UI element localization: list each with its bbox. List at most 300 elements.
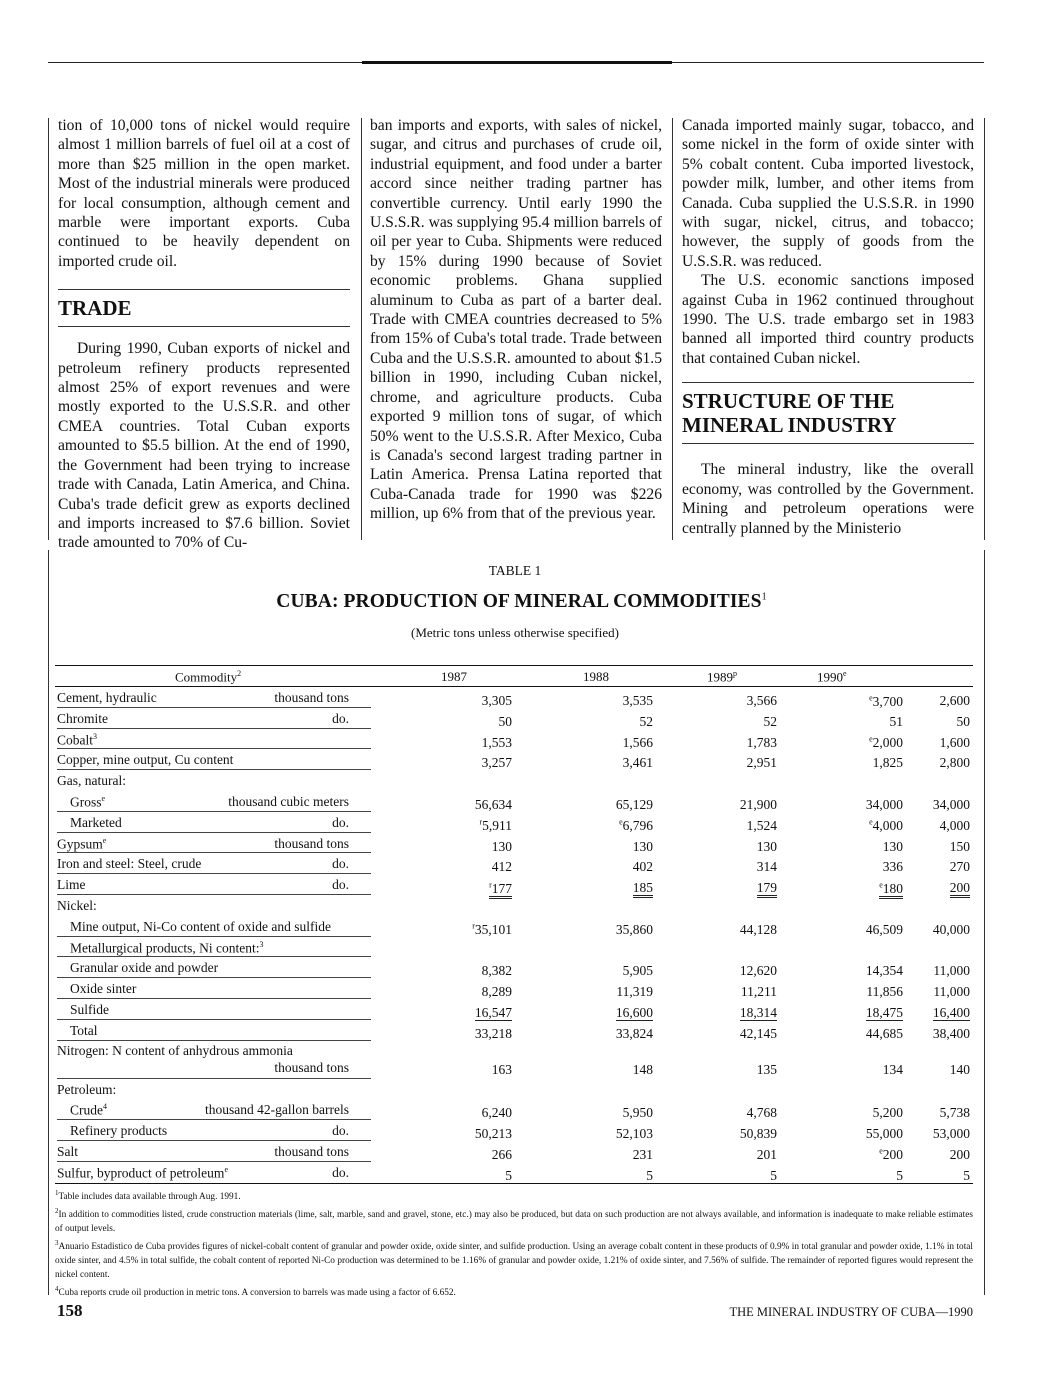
value-text	[619, 818, 653, 833]
value-number: 134	[882, 1061, 903, 1077]
value-text	[757, 839, 777, 854]
value-cell	[880, 1126, 970, 1142]
value-text	[933, 1126, 970, 1141]
value-text	[950, 1147, 970, 1162]
value-number: 5	[896, 1167, 903, 1183]
value-number: 51	[889, 713, 903, 729]
commodity-name-text: Metallurgical products, Ni content:	[70, 940, 260, 956]
value-text	[933, 1005, 970, 1021]
value-number: 38,400	[932, 1025, 970, 1041]
value-cell	[687, 735, 777, 751]
value-number: 50,213	[474, 1126, 512, 1142]
footnote-ref: e	[101, 793, 106, 803]
value-number: 11,000	[933, 963, 970, 979]
value-cell	[563, 797, 653, 813]
value-number: 3,700	[872, 693, 903, 709]
commodity-name	[70, 1002, 109, 1018]
column-rule-left	[48, 118, 49, 540]
table-row	[55, 853, 973, 874]
value-text	[646, 1168, 653, 1183]
value-number: 33,218	[474, 1025, 512, 1041]
footnote-mark: 3	[55, 1239, 59, 1248]
value-text	[740, 1126, 777, 1141]
value-cell	[563, 984, 653, 1000]
table-row	[55, 729, 973, 750]
value-cell	[422, 755, 512, 771]
value-text	[933, 1026, 970, 1041]
value-number: 18,475	[865, 1004, 903, 1020]
commodity-name	[57, 690, 157, 706]
value-number: 130	[756, 838, 777, 854]
value-text	[747, 755, 777, 770]
value-number: 5	[646, 1167, 653, 1183]
value-text	[505, 1168, 512, 1183]
value-number: 3,566	[746, 693, 777, 708]
table-row	[55, 1120, 973, 1141]
value-text	[472, 922, 512, 937]
unit-label: thousand tons	[274, 835, 349, 851]
commodity-name-text: Gypsum	[57, 836, 103, 852]
footnote-text: Table includes data available through Aug. 1991.	[58, 1192, 241, 1203]
commodity-name	[57, 1043, 293, 1059]
value-cell	[880, 1005, 970, 1021]
table-title-text: CUBA: PRODUCTION OF MINERAL COMMODITIES	[276, 591, 762, 612]
value-number: 130	[491, 838, 512, 854]
commodity-name-text: Sulfur, byproduct of petroleum	[57, 1165, 225, 1181]
table-frame-left	[48, 550, 49, 1295]
value-number: 11,856	[866, 984, 903, 1000]
value-text	[757, 1062, 777, 1077]
value-cell	[563, 1026, 653, 1042]
value-mark: e	[619, 817, 623, 827]
value-cell	[687, 880, 777, 896]
header-year-text: 1988	[583, 669, 609, 684]
value-number: 1,524	[746, 817, 777, 833]
value-number: 65,129	[615, 796, 653, 812]
value-number: 266	[491, 1146, 512, 1162]
value-text	[940, 693, 970, 708]
value-number: 12,620	[739, 963, 777, 979]
commodity-name	[70, 1023, 98, 1039]
year-mark: e	[843, 669, 847, 678]
value-text	[633, 1062, 653, 1077]
paragraph: The U.S. economic sanctions imposed against Cuba in 1962 continued throughout 1990. The U.S. trade embargo set in 1983 banned all imported third country products that contained Cuban nickel.	[682, 272, 974, 367]
footnote-text: Cuba reports crude oil production in metric tons. A conversion to barrels was made using a factor of 6.652.	[58, 1288, 456, 1299]
commodity-name-text: Lime	[57, 877, 86, 893]
commodity-name	[57, 1165, 228, 1182]
table-subtitle: (Metric tons unless otherwise specified)	[411, 625, 619, 640]
section-heading-structure: STRUCTURE OF THE MINERAL INDUSTRY	[682, 382, 974, 444]
value-number: 1,566	[622, 734, 653, 750]
value-cell	[880, 1168, 970, 1184]
value-number: 56,634	[474, 796, 512, 812]
running-head: THE MINERAL INDUSTRY OF CUBA—1990	[729, 1305, 973, 1319]
table-row	[55, 1141, 973, 1162]
value-cell	[880, 714, 970, 730]
footnote-ref: 4	[103, 1102, 107, 1112]
value-text	[740, 922, 777, 937]
paragraph: tion of 10,000 tons of nickel would require almost 1 million barrels of fuel oil at a cost of more than $25 million in the open market. Most of the industrial minerals were produced for local consumption, although cement and marble were important exports. Cuba continued to be heavily dependent on imported crude oil.	[58, 117, 350, 270]
commodity-name-text: Sulfide	[70, 1001, 109, 1017]
value-number: 140	[949, 1061, 970, 1077]
unit-label: thousand tons	[274, 1143, 349, 1159]
value-text	[741, 984, 777, 999]
value-cell	[422, 797, 512, 813]
value-cell	[880, 1147, 970, 1163]
value-number: 2,000	[872, 735, 903, 751]
value-text	[479, 818, 512, 833]
value-text	[633, 839, 653, 854]
value-number: 35,101	[474, 922, 512, 938]
footnote-mark: 4	[55, 1285, 59, 1294]
value-text	[933, 922, 970, 937]
value-number: 179	[756, 880, 777, 896]
value-cell	[422, 693, 512, 709]
value-number: 200	[882, 1147, 903, 1163]
unit-label: thousand tons	[274, 690, 349, 705]
value-cell	[563, 1062, 653, 1078]
value-number: 34,000	[932, 796, 970, 812]
value-number: 52	[639, 713, 653, 729]
commodity-name	[57, 856, 201, 872]
value-cell	[687, 1147, 777, 1163]
value-cell	[880, 818, 970, 834]
value-text	[633, 1147, 653, 1162]
value-cell	[687, 1105, 777, 1121]
value-text	[940, 755, 970, 770]
unit-label: do.	[332, 856, 349, 872]
value-cell	[880, 1105, 970, 1121]
commodity-name	[70, 1102, 107, 1119]
value-mark: e	[879, 880, 883, 890]
value-number: 163	[491, 1061, 512, 1077]
commodity-name-text: Salt	[57, 1143, 79, 1159]
commodity-name	[70, 981, 136, 997]
table-footnotes	[55, 1186, 973, 1300]
table-row	[55, 812, 973, 833]
table-row	[55, 1162, 973, 1183]
value-text	[747, 693, 777, 708]
table-title	[0, 591, 1043, 613]
value-mark: r	[479, 817, 483, 827]
commodity-name-text: Cement, hydraulic	[57, 690, 157, 705]
header-year-text: 1990	[817, 669, 843, 685]
header-year-text: 1989	[707, 669, 733, 685]
value-number: 5,200	[872, 1105, 903, 1121]
table-row	[55, 749, 973, 770]
table-row	[55, 874, 973, 895]
value-number: 4,000	[872, 818, 903, 834]
commodity-name-text: Gross	[70, 794, 102, 810]
value-text	[623, 735, 653, 750]
value-number: 5,905	[622, 963, 653, 979]
value-number: 130	[882, 838, 903, 854]
value-text	[499, 714, 513, 729]
table-row	[55, 978, 973, 999]
value-number: 402	[632, 859, 653, 875]
value-text	[933, 797, 970, 812]
value-text	[740, 1026, 777, 1041]
paragraph: During 1990, Cuban exports of nickel and petroleum refinery products represented almost 25% of export revenues and were mostly exported to the U.S.S.R. and other CMEA countries. Total Cuban exports amounted to $5.5 billion. At the end of 1990, the Government had been trying to increase trade with Canada, Latin America, and China. Cuba's trade deficit grew as exports declined and imports increased to $7.6 billion. Soviet trade amounted to 70% of Cu-	[58, 340, 350, 552]
commodity-name-text: Cobalt	[57, 732, 93, 748]
commodity-name-text: Crude	[70, 1102, 103, 1118]
commodity-name	[57, 732, 97, 749]
value-cell	[880, 735, 970, 751]
value-cell	[563, 714, 653, 730]
value-cell	[563, 755, 653, 771]
value-number: 148	[632, 1061, 653, 1077]
value-cell	[563, 1126, 653, 1142]
commodity-name	[57, 711, 108, 727]
footnote-text: Anuario Estadistico de Cuba provides figures of nickel-cobalt content of granular and powder oxide, oxide sinter, and sulfide production. Using an average cobalt content in these products of 0.9% in total granular and powder oxide, 1.1% in total oxide sinter, and 4.5% in total sulfide, the cobalt content of reported Ni-Co production was determined to be 1.16% of granular and powder oxide, 1.21% of oxide sinter, and 7.56% of sulfide. The remainder of reported figures would represent the nickel content.	[55, 1242, 973, 1281]
value-cell	[563, 963, 653, 979]
value-number: 5,911	[482, 818, 512, 834]
value-mark: e	[879, 1146, 883, 1156]
value-text	[482, 963, 512, 978]
value-cell	[687, 963, 777, 979]
footnote	[55, 1186, 973, 1204]
commodity-name	[70, 960, 218, 976]
commodity-name-text: Iron and steel: Steel, crude	[57, 856, 202, 872]
value-number: 52	[763, 713, 777, 729]
header-year	[707, 669, 737, 685]
table-row	[55, 957, 973, 978]
value-text	[740, 963, 777, 978]
value-text	[616, 1026, 653, 1041]
paragraph: ban imports and exports, with sales of nickel, sugar, and citrus and purchases of crude oil, industrial equipment, and food under a barter accord since neither trading partner has convertible currency. Until early 1990 the U.S.S.R. was supplying 95.4 million barrels of oil per year to Cuba. Shipments were reduced by 15% during 1990 because of Soviet economic problems. Ghana supplied aluminum to Cuba as part of a barter deal. Trade with CMEA countries decreased to 5% from 15% of Cuba's total trade. Trade between Cuba and the U.S.S.R. amounted to about $1.5 billion in 1990, including Cuban nickel, chrome, and agriculture products. Cuba exported 9 million tons of sugar, of which 50% went to the U.S.S.R. After Mexico, Cuba is Canada's second largest trading partner in Latin America. Prensa Latina reported that Cuba-Canada trade for 1990 was $226 million, up 6% from that of the previous year.	[370, 117, 662, 523]
unit-label: do.	[332, 710, 349, 726]
header-year-text: 1987	[441, 669, 467, 684]
value-cell	[687, 859, 777, 875]
value-text	[933, 984, 970, 999]
header-year	[817, 669, 847, 685]
header-commodity	[175, 669, 241, 685]
value-cell	[687, 714, 777, 730]
value-number: 46,509	[865, 921, 903, 937]
column-rule-right	[984, 118, 985, 540]
value-number: 231	[632, 1146, 653, 1162]
table-row	[55, 708, 973, 729]
value-text	[623, 693, 653, 708]
value-cell	[422, 714, 512, 730]
value-number: 21,900	[739, 796, 777, 812]
table-row	[55, 1099, 973, 1120]
value-mark: e	[869, 734, 873, 744]
value-text	[492, 839, 512, 854]
value-text	[482, 755, 512, 770]
value-number: 11,000	[933, 984, 970, 1000]
value-number: 42,145	[739, 1025, 777, 1041]
value-cell	[880, 693, 970, 709]
value-number: 3,461	[622, 755, 653, 771]
footnote-ref: 1	[761, 591, 767, 603]
value-number: 6,240	[481, 1105, 512, 1121]
value-number: 412	[491, 859, 512, 875]
value-number: 201	[756, 1146, 777, 1162]
footnote-mark: 1	[55, 1189, 59, 1197]
value-text	[616, 797, 653, 812]
value-text	[757, 1147, 777, 1162]
value-number: 16,600	[615, 1004, 653, 1020]
column-rule-1	[361, 118, 362, 540]
value-text	[747, 818, 777, 833]
value-number: 200	[949, 1146, 970, 1162]
table-label: TABLE 1	[488, 563, 542, 578]
value-text	[475, 1126, 512, 1141]
footnote-mark: 2	[55, 1207, 59, 1216]
value-text	[740, 1005, 777, 1021]
value-number: 150	[949, 838, 970, 854]
value-cell	[422, 735, 512, 751]
table-header	[55, 665, 973, 687]
value-text	[482, 984, 512, 999]
unit-label: thousand cubic meters	[228, 793, 349, 809]
commodity-name-text: Copper, mine output, Cu content	[57, 752, 234, 768]
text-column-3	[682, 116, 974, 538]
value-cell	[563, 839, 653, 855]
value-cell	[687, 1126, 777, 1142]
footnote-ref: e	[224, 1164, 228, 1174]
value-cell	[687, 1168, 777, 1184]
value-number: 5	[963, 1167, 970, 1183]
value-text	[475, 797, 512, 812]
commodity-name	[57, 752, 233, 768]
value-mark: r	[489, 880, 492, 890]
commodity-name	[70, 940, 263, 957]
value-cell	[687, 818, 777, 834]
value-text	[623, 963, 653, 978]
commodity-name	[57, 1082, 116, 1098]
footnote	[55, 1282, 973, 1300]
value-cell	[687, 1026, 777, 1042]
value-number: 4,000	[939, 817, 970, 833]
value-cell	[687, 984, 777, 1000]
value-text	[492, 1147, 512, 1162]
value-text	[475, 1005, 512, 1021]
value-cell	[880, 755, 970, 771]
footnote-ref: 3	[259, 939, 264, 949]
value-number: 5	[770, 1167, 777, 1183]
commodity-name-text: Mine output, Ni-Co content of oxide and sulfide	[70, 918, 331, 934]
value-number: 1,553	[481, 734, 512, 750]
commodity-name-text: Petroleum:	[57, 1081, 117, 1097]
value-number: 44,128	[739, 921, 777, 937]
value-cell	[422, 1026, 512, 1042]
value-cell	[563, 1005, 653, 1021]
column-rule-2	[672, 118, 673, 540]
commodity-name-text: Granular oxide and powder	[70, 960, 219, 976]
unit-label: do.	[332, 1123, 349, 1139]
value-text	[764, 714, 778, 729]
value-text	[950, 859, 970, 874]
value-number: 2,800	[939, 755, 970, 771]
value-text	[940, 818, 970, 833]
table-row	[55, 791, 973, 812]
value-text	[933, 963, 970, 978]
commodity-name	[57, 877, 86, 893]
footnote	[55, 1236, 973, 1282]
value-mark: e	[869, 817, 873, 827]
value-text	[482, 1105, 512, 1120]
value-number: 336	[882, 859, 903, 875]
paragraph: Canada imported mainly sugar, tobacco, and some nickel in the form of oxide sinter with 5% cobalt content. Cuba imported livestock, powder milk, lumber, and other items from Canada. Cuba supplied the U.S.S.R. in 1990 with sugar, nickel, citrus, and tobacco; however, the supply of goods from the U.S.S.R. was reduced.	[682, 117, 974, 270]
table-row	[55, 999, 973, 1020]
value-cell	[563, 922, 653, 938]
value-mark: r	[472, 921, 475, 931]
unit-label: do.	[332, 877, 349, 893]
value-number: 33,824	[615, 1025, 653, 1041]
value-text	[940, 735, 970, 750]
value-number: 6,796	[622, 818, 653, 834]
value-cell	[563, 693, 653, 709]
value-cell	[687, 797, 777, 813]
value-cell	[563, 859, 653, 875]
value-number: 34,000	[865, 796, 903, 812]
table-row	[55, 1020, 973, 1041]
value-cell	[422, 984, 512, 1000]
text-column-1	[58, 116, 350, 553]
table-row	[55, 1041, 973, 1079]
value-text	[623, 755, 653, 770]
value-number: 1,600	[939, 734, 970, 750]
table-row	[55, 833, 973, 854]
table-row	[55, 1079, 973, 1100]
value-number: 40,000	[932, 921, 970, 937]
value-number: 16,547	[474, 1004, 512, 1020]
value-text	[770, 1168, 777, 1183]
value-cell	[687, 1005, 777, 1021]
value-text	[747, 1105, 777, 1120]
top-rule-accent	[362, 61, 672, 64]
production-table	[55, 665, 973, 1183]
table-row	[55, 687, 973, 708]
value-number: 1,825	[872, 755, 903, 771]
value-number: 50,839	[739, 1126, 777, 1142]
value-number: 53,000	[932, 1126, 970, 1142]
value-number: 8,289	[481, 984, 512, 1000]
value-cell	[563, 1105, 653, 1121]
value-cell	[880, 1062, 970, 1078]
footnote-ref: 2	[237, 669, 242, 678]
value-cell	[880, 984, 970, 1000]
value-number: 3,535	[622, 693, 653, 708]
value-cell	[880, 1026, 970, 1042]
value-number: 8,382	[481, 963, 512, 979]
value-text	[616, 922, 653, 937]
value-text	[616, 1126, 653, 1141]
value-number: 177	[491, 880, 512, 896]
section-heading-trade: TRADE	[58, 289, 350, 327]
commodity-name-text: Total	[70, 1022, 98, 1038]
value-cell	[687, 755, 777, 771]
value-number: 1,783	[746, 734, 777, 750]
value-text	[950, 839, 970, 854]
value-text	[950, 1062, 970, 1077]
value-number: 52,103	[615, 1126, 653, 1142]
value-cell	[422, 1147, 512, 1163]
value-text	[482, 693, 512, 708]
value-number: 200	[949, 880, 970, 896]
value-number: 2,600	[939, 693, 970, 708]
value-text	[957, 714, 971, 729]
value-number: 14,354	[865, 963, 903, 979]
value-number: 11,211	[740, 984, 777, 1000]
value-number: 130	[632, 838, 653, 854]
value-number: 185	[632, 880, 653, 896]
table-row	[55, 770, 973, 791]
value-number: 18,314	[739, 1004, 777, 1020]
table-row	[55, 916, 973, 937]
